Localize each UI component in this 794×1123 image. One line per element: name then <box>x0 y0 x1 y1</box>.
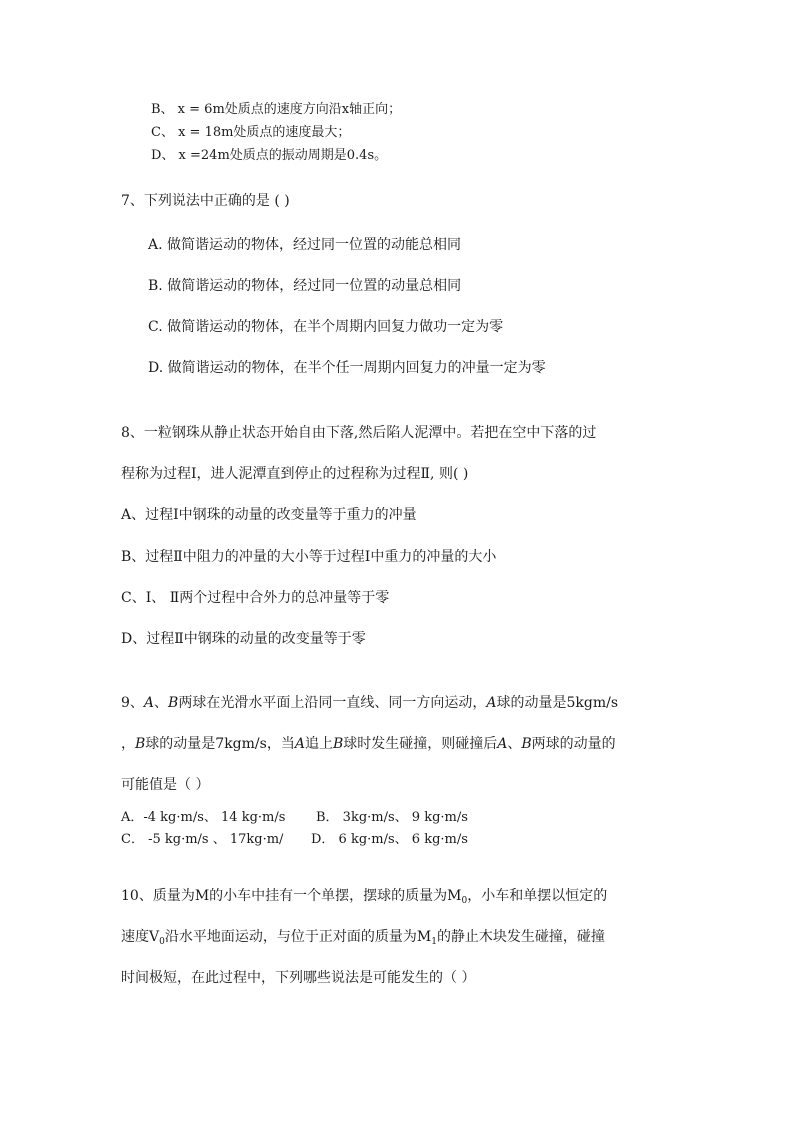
separator: 、 <box>507 736 522 752</box>
q10-stem-line1 <box>121 887 607 905</box>
q9-option-c: C． -5 kg·m/s 、 17kg·m/ <box>121 832 284 847</box>
q6-option-b: B、 x = 6m处质点的速度方向沿x轴正向； <box>151 102 402 117</box>
subscript: 0 <box>461 896 468 906</box>
q7-option-b: B. 做简谐运动的物体，经过同一位置的动量总相同 <box>148 278 462 294</box>
q10-text: 沿水平地面运动，与位于正对面的质量为M <box>164 929 432 945</box>
q10-text: 速度V <box>121 929 160 945</box>
q6-option-d: D、 x =24m处质点的振动周期是0.4s。 <box>151 148 388 163</box>
q10-stem-line3: 时间极短，在此过程中，下列哪些说法是可能发生的（ ） <box>121 970 476 986</box>
q9-option-b: B． 3kg·m/s、 9 kg·m/s <box>316 810 468 825</box>
subscript: 1 <box>431 937 437 947</box>
q10-text: ，小车和单摆以恒定的 <box>467 888 608 904</box>
q7-option-c: C. 做简谐运动的物体，在半个周期内回复力做功一定为零 <box>148 319 504 335</box>
q8-stem-line2: 程称为过程Ⅰ，进人泥潭直到停止的过程称为过程Ⅱ, 则( ) <box>121 466 469 482</box>
q8-option-c: C、I、 Ⅱ两个过程中合外力的总冲量等于零 <box>121 590 390 606</box>
q8-option-a: A、过程I中钢珠的动量的改变量等于重力的冲量 <box>121 507 417 523</box>
q9-text: ， <box>121 736 135 752</box>
ball-b-label: B <box>521 736 532 752</box>
q9-stem-line1 <box>121 694 618 712</box>
ball-a-label: A <box>143 695 155 711</box>
ball-b-label: B <box>332 736 344 752</box>
q7-option-a: A. 做简谐运动的物体，经过同一位置的动能总相同 <box>148 237 462 253</box>
q9-option-d: D． 6 kg·m/s、 6 kg·m/s <box>311 832 468 847</box>
q9-text: 追上 <box>304 736 333 752</box>
q9-text: 球的动量是7kgm/s，当 <box>145 736 295 752</box>
q9-text: 球的动量是5kgm/s <box>496 695 618 711</box>
q8-option-b: B、过程Ⅱ中阻力的冲量的大小等于过程I中重力的冲量的大小 <box>121 549 497 565</box>
q6-option-c: C、 x = 18m处质点的速度最大； <box>151 125 351 140</box>
ball-a-label: A <box>486 695 497 711</box>
ball-a-label: A <box>294 736 305 752</box>
q9-number: 9、 <box>121 695 144 711</box>
q9-text: 两球的动量的 <box>531 736 616 752</box>
q7-option-d: D. 做简谐运动的物体，在半个任一周期内回复力的冲量一定为零 <box>148 360 546 376</box>
q9-stem-line2 <box>121 735 616 753</box>
q8-stem-line1: 8、一粒钢珠从静止状态开始自由下落,然后陷人泥潭中。若把在空中下落的过 <box>121 425 597 441</box>
subscript: 0 <box>159 937 165 947</box>
q10-text: 10、质量为M的小车中挂有一个单摆，摆球的质量为M <box>121 888 462 904</box>
separator: 、 <box>154 695 169 711</box>
ball-b-label: B <box>168 695 179 711</box>
q9-option-a: A．-4 kg·m/s、 14 kg·m/s <box>121 810 286 825</box>
q9-text: 两球在光滑水平面上沿同一直线、同一方向运动， <box>178 695 487 711</box>
ball-b-label: B <box>135 736 146 752</box>
ball-a-label: A <box>497 736 508 752</box>
q10-stem-line2 <box>121 928 605 946</box>
q10-text: 的静止木块发生碰撞，碰撞 <box>436 929 605 945</box>
q8-option-d: D、过程Ⅱ中钢珠的动量的改变量等于零 <box>121 631 366 647</box>
q9-text: 球时发生碰撞，则碰撞后 <box>343 736 498 752</box>
q9-stem-line3: 可能值是（ ） <box>121 777 210 793</box>
q7-stem: 7、下列说法中正确的是 ( ) <box>121 193 290 209</box>
